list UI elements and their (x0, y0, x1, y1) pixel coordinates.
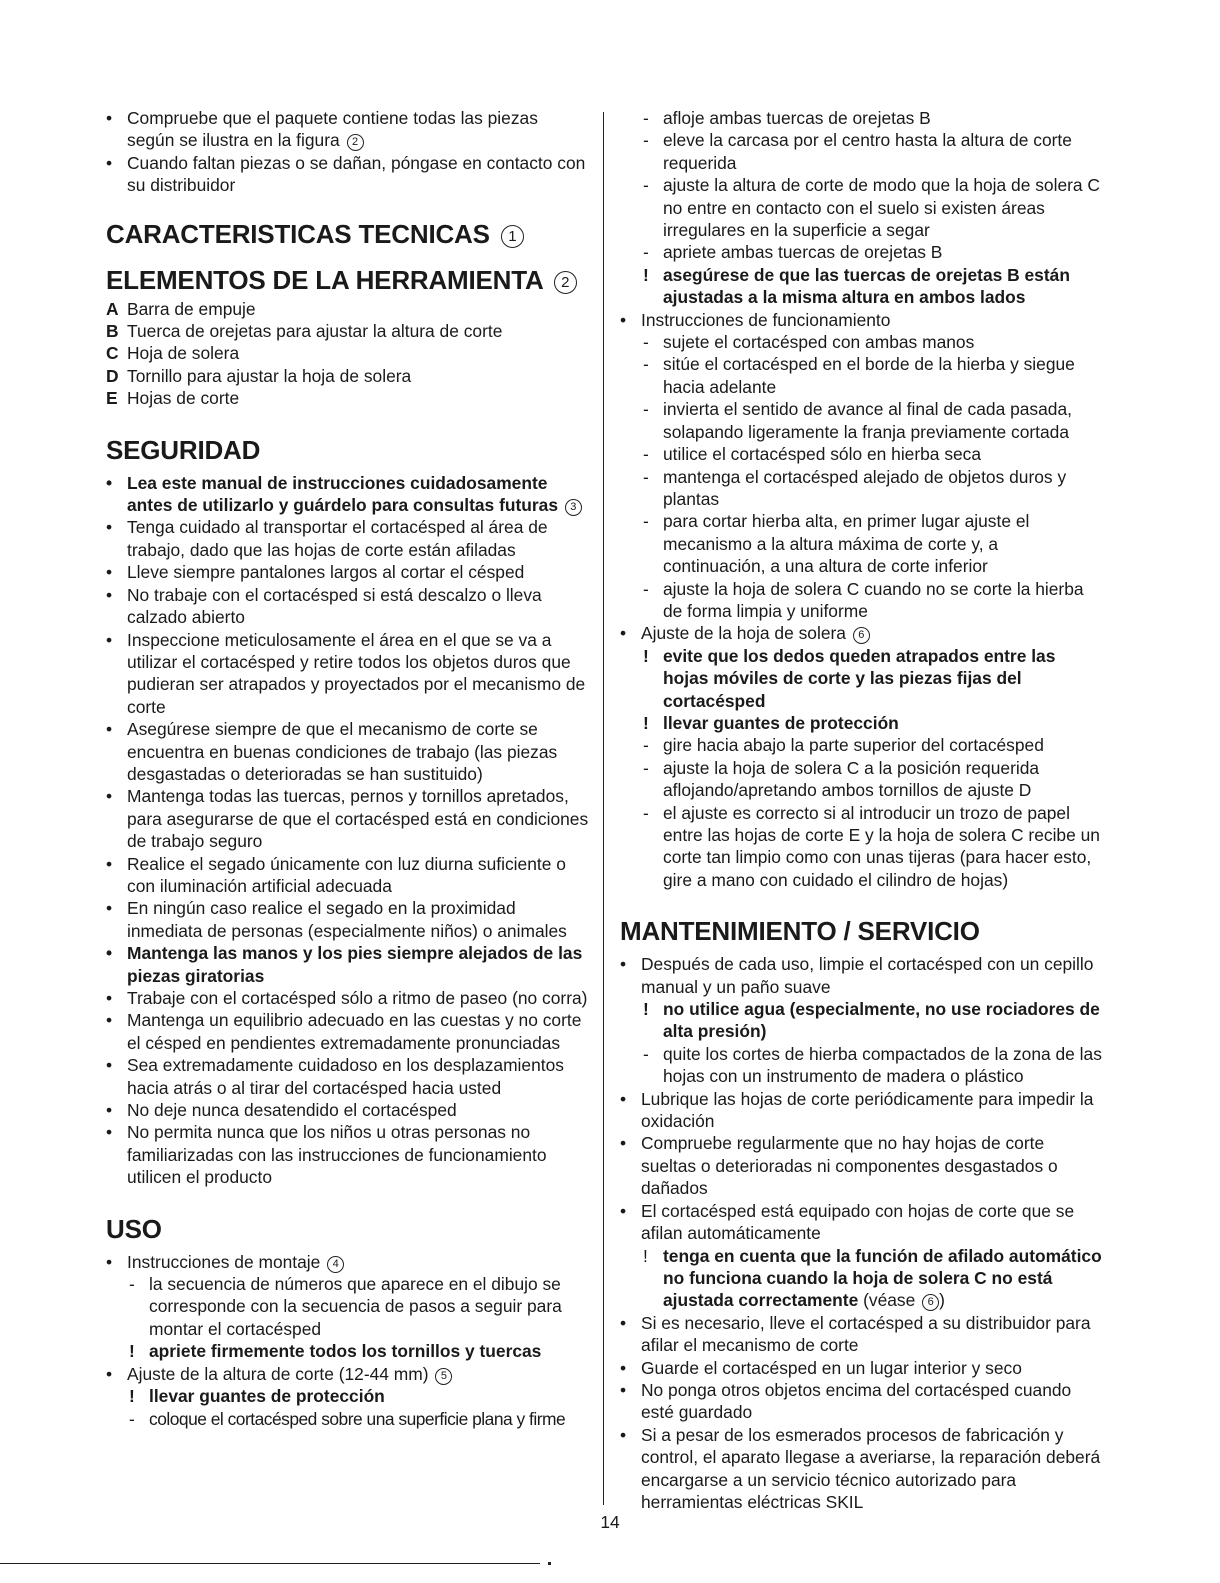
list-item: • Sea extremadamente cuidadoso en los desplazamientos hacia atrás o al tirar del cortacésped hacia usted (106, 1054, 590, 1099)
sub-item: - utilice el cortacésped sólo en hierba seca (620, 443, 1104, 465)
sub-item: - ajuste la hoja de solera C cuando no se corte la hierba de forma limpia y uniforme (620, 578, 1104, 623)
figure-ref-badge: 6 (922, 1294, 939, 1311)
sub-item: - mantenga el cortacésped alejado de objetos duros y plantas (620, 466, 1104, 511)
list-item: • No permita nunca que los niños u otras personas no familiarizadas con las instrucciones de funcionamiento utilicen el producto (106, 1121, 590, 1188)
sub-item: - sujete el cortacésped con ambas manos (620, 331, 1104, 353)
list-item: • Cuando faltan piezas o se dañan, póngase en contacto con su distribuidor (106, 152, 590, 197)
warning-item: ! tenga en cuenta que la función de afilado automático no funciona cuando la hoja de solera C no está ajustada correctamente (véase 6 ) (620, 1245, 1104, 1312)
sub-item: - apriete ambas tuercas de orejetas B (620, 241, 1104, 263)
list-item: • Ajuste de la altura de corte (12-44 mm) 5 (106, 1363, 590, 1385)
list-item: • Lea este manual de instrucciones cuidadosamente antes de utilizarlo y guárdelo para consultas futuras 3 (106, 472, 590, 517)
list-item: • Instrucciones de montaje 4 (106, 1251, 590, 1273)
list-item: • No deje nunca desatendido el cortacésped (106, 1099, 590, 1121)
left-column (106, 107, 590, 1430)
element-item: E Hojas de corte (106, 388, 240, 409)
sub-item: - ajuste la hoja de solera C a la posición requerida aflojando/apretando ambos tornillos de ajuste D (620, 757, 1104, 802)
section-heading-use: USO (106, 1213, 162, 1244)
list-item: • No trabaje con el cortacésped si está descalzo o lleva calzado abierto (106, 584, 590, 629)
list-item: • El cortacésped está equipado con hojas de corte que se afilan automáticamente (620, 1200, 1104, 1245)
bottom-rule (0, 1563, 540, 1564)
element-item: B Tuerca de orejetas para ajustar la altura de corte (106, 321, 503, 342)
sub-item: - quite los cortes de hierba compactados de la zona de las hojas con un instrumento de madera o plástico (620, 1043, 1104, 1088)
sub-item: - ajuste la altura de corte de modo que la hoja de solera C no entre en contacto con el suelo si existen áreas irregulares en la superficie a segar (620, 174, 1104, 241)
sub-item: - para cortar hierba alta, en primer lugar ajuste el mecanismo a la altura máxima de corte y, a continuación, a una altura de corte inferior (620, 510, 1104, 577)
section-heading-elements: ELEMENTOS DE LA HERRAMIENTA 2 (106, 265, 590, 295)
warning-item: ! asegúrese de que las tuercas de orejetas B están ajustadas a la misma altura en ambos lados (620, 264, 1104, 309)
list-item: • Compruebe que el paquete contiene todas las piezas según se ilustra en la figura 2 (106, 107, 590, 152)
list-item: • Instrucciones de funcionamiento (620, 309, 1104, 331)
sub-item: - invierta el sentido de avance al final de cada pasada, solapando ligeramente la franja previamente cortada (620, 398, 1104, 443)
list-item: • Si es necesario, lleve el cortacésped a su distribuidor para afilar el mecanismo de corte (620, 1312, 1104, 1357)
list-item: • Realice el segado únicamente con luz diurna suficiente o con iluminación artificial adecuada (106, 853, 590, 898)
section-heading-safety: SEGURIDAD (106, 434, 261, 465)
list-item: • Inspeccione meticulosamente el área en el que se va a utilizar el cortacésped y retire todos los objetos duros que pudieran ser atrapados y proyectados por el mecanismo de corte (106, 629, 590, 719)
list-item: • Mantenga todas las tuercas, pernos y tornillos apretados, para asegurarse de que el cortacésped está en condiciones de trabajo seguro (106, 785, 590, 852)
warning-item: ! llevar guantes de protección (106, 1385, 590, 1407)
sub-item: - coloque el cortacésped sobre una superficie plana y firme (106, 1408, 590, 1430)
figure-ref-badge: 5 (435, 1368, 452, 1385)
list-item: • Lubrique las hojas de corte periódicamente para impedir la oxidación (620, 1088, 1104, 1133)
list-item: • Trabaje con el cortacésped sólo a ritmo de paseo (no corra) (106, 987, 590, 1009)
list-item: • Tenga cuidado al transportar el cortacésped al área de trabajo, dado que las hojas de corte están afiladas (106, 516, 590, 561)
page-number: 14 (600, 1512, 620, 1532)
sub-item: - sitúe el cortacésped en el borde de la hierba y siegue hacia adelante (620, 353, 1104, 398)
list-item: • Guarde el cortacésped en un lugar interior y seco (620, 1357, 1104, 1379)
list-item: • Mantenga las manos y los pies siempre alejados de las piezas giratorias (106, 942, 590, 987)
sub-item: - eleve la carcasa por el centro hasta la altura de corte requerida (620, 129, 1104, 174)
figure-ref-badge: 2 (347, 134, 364, 151)
column-divider (603, 112, 604, 1505)
bottom-tick (548, 1562, 551, 1565)
list-item: • Asegúrese siempre de que el mecanismo de corte se encuentra en buenas condiciones de trabajo (las piezas desgastadas o deterioradas se han sustituido) (106, 718, 590, 785)
list-item: • En ningún caso realice el segado en la proximidad inmediata de personas (especialmente niños) o animales (106, 897, 590, 942)
sub-item: - afloje ambas tuercas de orejetas B (620, 107, 1104, 129)
figure-ref-badge: 1 (501, 225, 524, 248)
figure-ref-badge: 4 (327, 1256, 344, 1273)
warning-item: ! apriete firmemente todos los tornillos y tuercas (106, 1340, 590, 1362)
section-heading-maintenance: MANTENIMIENTO / SERVICIO (620, 916, 980, 947)
element-item: A Barra de empuje (106, 298, 256, 319)
figure-ref-badge: 6 (853, 627, 870, 644)
warning-item: ! evite que los dedos queden atrapados entre las hojas móviles de corte y las piezas fijas del cortacésped (620, 645, 1104, 712)
sub-item: - gire hacia abajo la parte superior del cortacésped (620, 734, 1104, 756)
list-item: • Ajuste de la hoja de solera 6 (620, 622, 1104, 644)
sub-item: - la secuencia de números que aparece en el dibujo se corresponde con la secuencia de pasos a seguir para montar el cortacésped (106, 1273, 590, 1340)
list-item: • Si a pesar de los esmerados procesos de fabricación y control, el aparato llegase a averiarse, la reparación deberá encargarse a un servicio técnico autorizado para herramientas eléctricas SKIL (620, 1424, 1104, 1514)
right-column (620, 107, 1104, 1513)
list-item: • Mantenga un equilibrio adecuado en las cuestas y no corte el césped en pendientes extremadamente pronunciadas (106, 1009, 590, 1054)
warning-item: ! no utilice agua (especialmente, no use rociadores de alta presión) (620, 998, 1104, 1043)
element-item: C Hoja de solera (106, 343, 240, 364)
section-heading-specs: CARACTERISTICAS TECNICAS 1 (106, 219, 590, 249)
list-item: • No ponga otros objetos encima del cortacésped cuando esté guardado (620, 1379, 1104, 1424)
warning-item: ! llevar guantes de protección (620, 712, 1104, 734)
element-item: D Tornillo para ajustar la hoja de solera (106, 365, 412, 386)
sub-item: - el ajuste es correcto si al introducir un trozo de papel entre las hojas de corte E y la hoja de solera C recibe un corte tan limpio como con unas tijeras (para hacer esto, gire a mano con cuidado el cilindro de hojas) (620, 802, 1104, 892)
figure-ref-badge: 3 (565, 499, 582, 516)
list-item: • Después de cada uso, limpie el cortacésped con un cepillo manual y un paño suave (620, 953, 1104, 998)
list-item: • Lleve siempre pantalones largos al cortar el césped (106, 561, 590, 583)
list-item: • Compruebe regularmente que no hay hojas de corte sueltas o deterioradas ni componentes desgastados o dañados (620, 1132, 1104, 1199)
figure-ref-badge: 2 (554, 271, 577, 294)
